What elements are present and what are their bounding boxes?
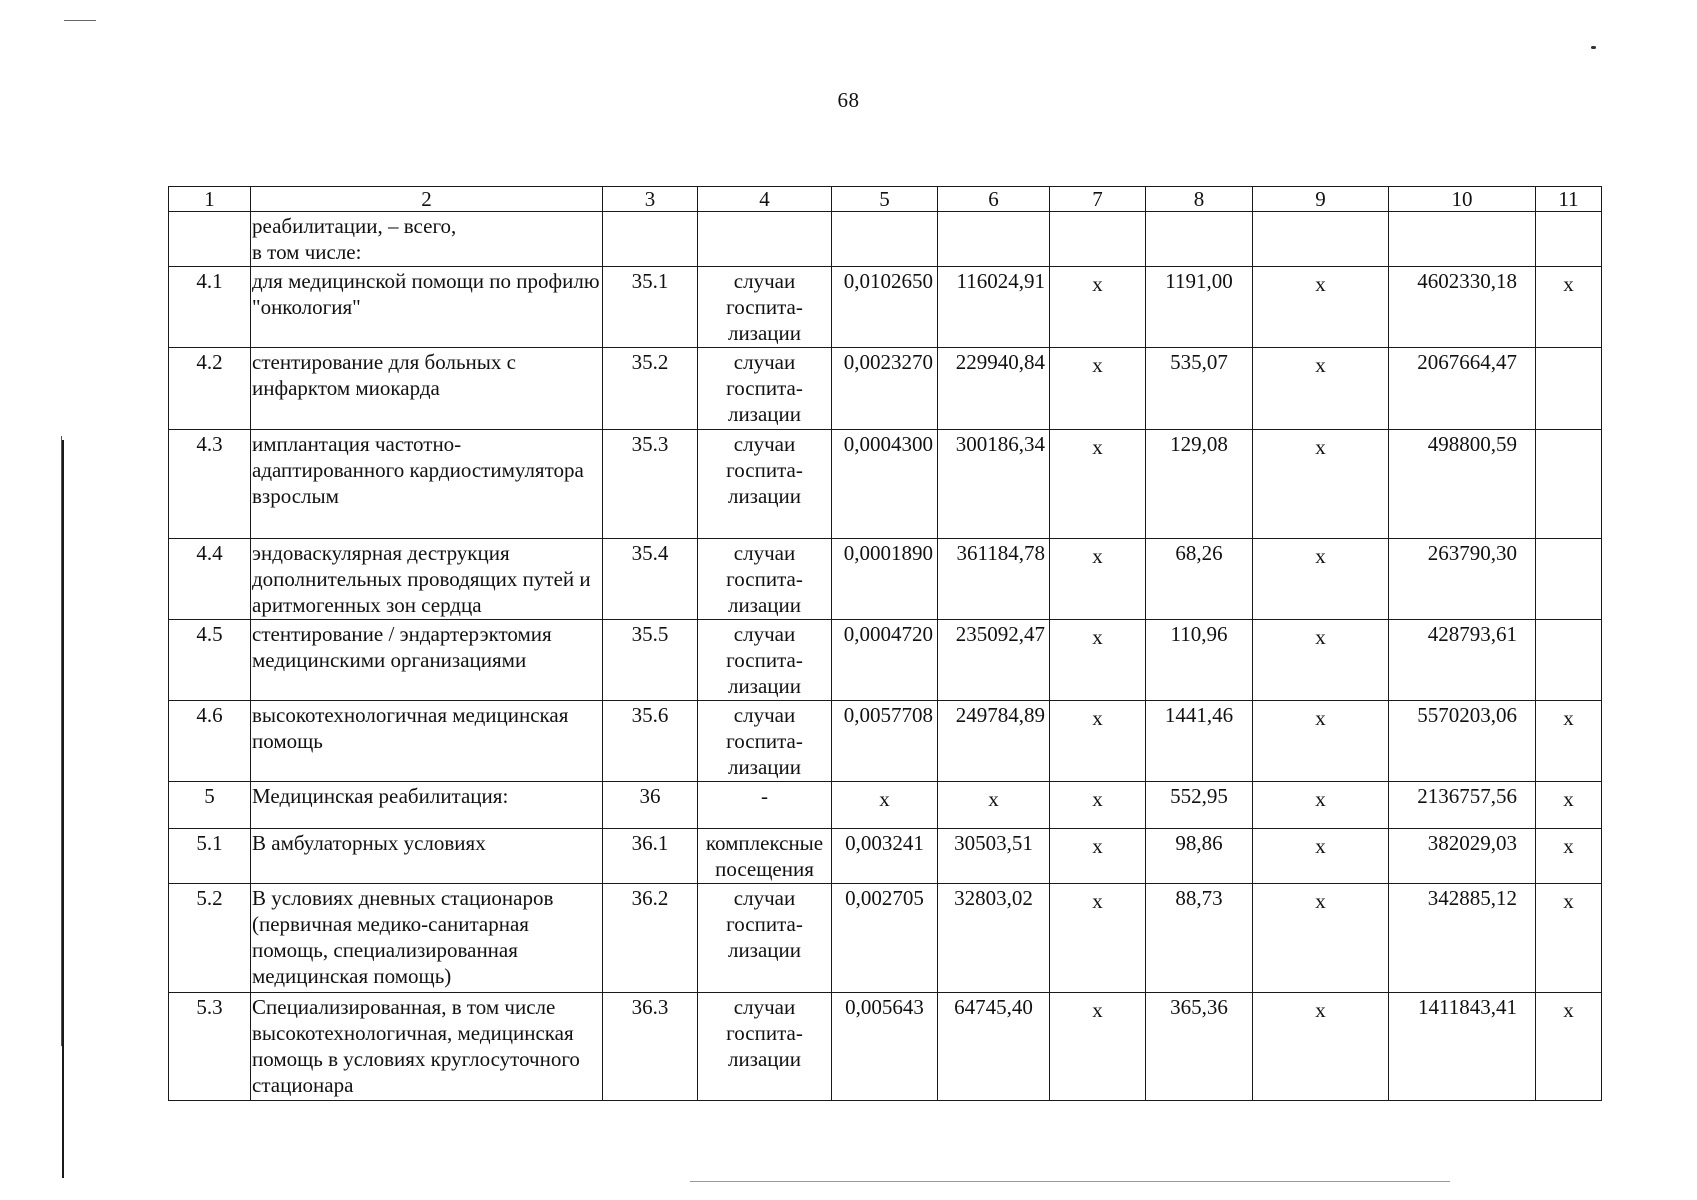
row-col5: 0,002705: [832, 884, 938, 993]
row-line-code: 36: [603, 782, 698, 829]
header-cell: 10: [1389, 187, 1536, 212]
row-number: 5.1: [169, 829, 251, 884]
row-line-code: 35.2: [603, 348, 698, 430]
row-unit: [698, 212, 832, 267]
row-name: В амбулаторных условиях: [251, 829, 603, 884]
row-line-code: 36.3: [603, 993, 698, 1101]
row-number: 4.4: [169, 539, 251, 620]
row-col8: 110,96: [1146, 620, 1253, 701]
row-col7: [1050, 212, 1146, 267]
row-col8: 365,36: [1146, 993, 1253, 1101]
row-number: 4.2: [169, 348, 251, 430]
row-line-code: 35.1: [603, 267, 698, 348]
table-row: [169, 829, 1602, 884]
header-cell: 3: [603, 187, 698, 212]
row-col8: [1146, 212, 1253, 267]
row-col11: [1536, 212, 1602, 267]
row-col9: х: [1253, 430, 1389, 539]
row-unit: случаи госпита-лизации: [698, 348, 832, 430]
row-col9: х: [1253, 267, 1389, 348]
row-col10: 4602330,18: [1389, 267, 1536, 348]
row-col5: 0,0001890: [832, 539, 938, 620]
row-line-code: 35.6: [603, 701, 698, 782]
row-col6: 235092,47: [938, 620, 1050, 701]
header-cell: 9: [1253, 187, 1389, 212]
row-col6: х: [938, 782, 1050, 829]
row-col10: 382029,03: [1389, 829, 1536, 884]
header-cell: 2: [251, 187, 603, 212]
table-row: [169, 539, 1602, 620]
row-col5: 0,0102650: [832, 267, 938, 348]
row-unit: случаи госпита-лизации: [698, 539, 832, 620]
row-col9: х: [1253, 884, 1389, 993]
row-unit: -: [698, 782, 832, 829]
row-col8: 552,95: [1146, 782, 1253, 829]
header-cell: 1: [169, 187, 251, 212]
page-number: 68: [837, 88, 860, 112]
row-col11: [1536, 539, 1602, 620]
row-col6: 249784,89: [938, 701, 1050, 782]
row-col11: х: [1536, 829, 1602, 884]
row-col8: 88,73: [1146, 884, 1253, 993]
row-col6: 64745,40: [938, 993, 1050, 1101]
row-col6: 32803,02: [938, 884, 1050, 993]
header-cell: 11: [1536, 187, 1602, 212]
row-line-code: 36.2: [603, 884, 698, 993]
row-col8: 535,07: [1146, 348, 1253, 430]
scan-artifact-dot: [1591, 46, 1596, 49]
row-col5: 0,0004720: [832, 620, 938, 701]
row-col6: [938, 212, 1050, 267]
row-col5: 0,0023270: [832, 348, 938, 430]
row-col11: [1536, 348, 1602, 430]
table-row: [169, 701, 1602, 782]
row-col10: 428793,61: [1389, 620, 1536, 701]
row-number: 4.3: [169, 430, 251, 539]
row-col9: х: [1253, 829, 1389, 884]
row-col5: 0,005643: [832, 993, 938, 1101]
row-line-code: 35.4: [603, 539, 698, 620]
row-line-code: 36.1: [603, 829, 698, 884]
row-col8: 98,86: [1146, 829, 1253, 884]
row-line-code: 35.5: [603, 620, 698, 701]
row-name: имплантация частотно-адаптированного кардиостимулятора взрослым: [251, 430, 603, 539]
row-col5: х: [832, 782, 938, 829]
row-number: 5.2: [169, 884, 251, 993]
row-number: 4.1: [169, 267, 251, 348]
row-col10: 498800,59: [1389, 430, 1536, 539]
scan-artifact-left: [62, 440, 64, 1178]
row-name: Специализированная, в том числе высокотехнологичная, медицинская помощь в условиях круглосуточного стационара: [251, 993, 603, 1101]
row-col6: 361184,78: [938, 539, 1050, 620]
table-header-row: [169, 187, 1602, 212]
data-table: [168, 186, 1602, 1101]
row-col10: 342885,12: [1389, 884, 1536, 993]
row-col11: х: [1536, 701, 1602, 782]
row-col10: 2067664,47: [1389, 348, 1536, 430]
table-row: [169, 212, 1602, 267]
row-col10: 263790,30: [1389, 539, 1536, 620]
row-col9: х: [1253, 701, 1389, 782]
header-cell: 4: [698, 187, 832, 212]
row-col8: 1191,00: [1146, 267, 1253, 348]
row-col8: 129,08: [1146, 430, 1253, 539]
row-col8: 1441,46: [1146, 701, 1253, 782]
row-col10: 1411843,41: [1389, 993, 1536, 1101]
row-col7: х: [1050, 884, 1146, 993]
row-name: для медицинской помощи по профилю "онкология": [251, 267, 603, 348]
row-col7: х: [1050, 267, 1146, 348]
row-col7: х: [1050, 993, 1146, 1101]
row-col9: х: [1253, 539, 1389, 620]
row-name: эндоваскулярная деструкция дополнительных проводящих путей и аритмогенных зон сердца: [251, 539, 603, 620]
row-col10: 2136757,56: [1389, 782, 1536, 829]
header-cell: 6: [938, 187, 1050, 212]
row-col6: 300186,34: [938, 430, 1050, 539]
row-col11: х: [1536, 267, 1602, 348]
row-line-code: 35.3: [603, 430, 698, 539]
row-col11: [1536, 620, 1602, 701]
row-col10: 5570203,06: [1389, 701, 1536, 782]
row-col6: 116024,91: [938, 267, 1050, 348]
row-col9: х: [1253, 348, 1389, 430]
row-col8: 68,26: [1146, 539, 1253, 620]
row-col5: 0,0004300: [832, 430, 938, 539]
header-cell: 5: [832, 187, 938, 212]
row-col5: 0,0057708: [832, 701, 938, 782]
row-col7: х: [1050, 348, 1146, 430]
row-col6: 229940,84: [938, 348, 1050, 430]
row-unit: случаи госпита-лизации: [698, 701, 832, 782]
row-col11: х: [1536, 884, 1602, 993]
table-row: [169, 884, 1602, 993]
table-row: [169, 267, 1602, 348]
row-col7: х: [1050, 539, 1146, 620]
row-col9: [1253, 212, 1389, 267]
row-unit: случаи госпита-лизации: [698, 993, 832, 1101]
row-unit: случаи госпита-лизации: [698, 267, 832, 348]
row-unit: случаи госпита-лизации: [698, 430, 832, 539]
row-unit: случаи госпита-лизации: [698, 884, 832, 993]
row-name: стентирование / эндартерэктомия медицинскими организациями: [251, 620, 603, 701]
row-number: 4.5: [169, 620, 251, 701]
header-cell: 7: [1050, 187, 1146, 212]
row-col9: х: [1253, 993, 1389, 1101]
table-row: [169, 430, 1602, 539]
row-col7: х: [1050, 701, 1146, 782]
row-number: [169, 212, 251, 267]
row-col9: х: [1253, 620, 1389, 701]
scan-artifact-top: [64, 20, 96, 21]
row-name: Медицинская реабилитация:: [251, 782, 603, 829]
row-line-code: [603, 212, 698, 267]
table-row: [169, 993, 1602, 1101]
row-name: В условиях дневных стационаров (первичная медико-санитарная помощь, специализированная медицинская помощь): [251, 884, 603, 993]
row-col11: х: [1536, 782, 1602, 829]
header-cell: 8: [1146, 187, 1253, 212]
row-col7: х: [1050, 430, 1146, 539]
row-name: стентирование для больных с инфарктом миокарда: [251, 348, 603, 430]
row-name: высокотехнологичная медицинская помощь: [251, 701, 603, 782]
row-col10: [1389, 212, 1536, 267]
row-number: 4.6: [169, 701, 251, 782]
row-col7: х: [1050, 829, 1146, 884]
row-col11: х: [1536, 993, 1602, 1101]
row-number: 5.3: [169, 993, 251, 1101]
row-number: 5: [169, 782, 251, 829]
scan-artifact-bottom: [690, 1181, 1450, 1182]
row-col7: х: [1050, 782, 1146, 829]
row-name: реабилитации, – всего, в том числе:: [251, 212, 603, 267]
row-col6: 30503,51: [938, 829, 1050, 884]
row-col7: х: [1050, 620, 1146, 701]
row-col5: 0,003241: [832, 829, 938, 884]
table-row: [169, 782, 1602, 829]
row-unit: случаи госпита-лизации: [698, 620, 832, 701]
table-row: [169, 348, 1602, 430]
row-col11: [1536, 430, 1602, 539]
row-col5: [832, 212, 938, 267]
row-col9: х: [1253, 782, 1389, 829]
data-table-container: [168, 186, 1601, 1101]
table-row: [169, 620, 1602, 701]
row-unit: комплексные посещения: [698, 829, 832, 884]
